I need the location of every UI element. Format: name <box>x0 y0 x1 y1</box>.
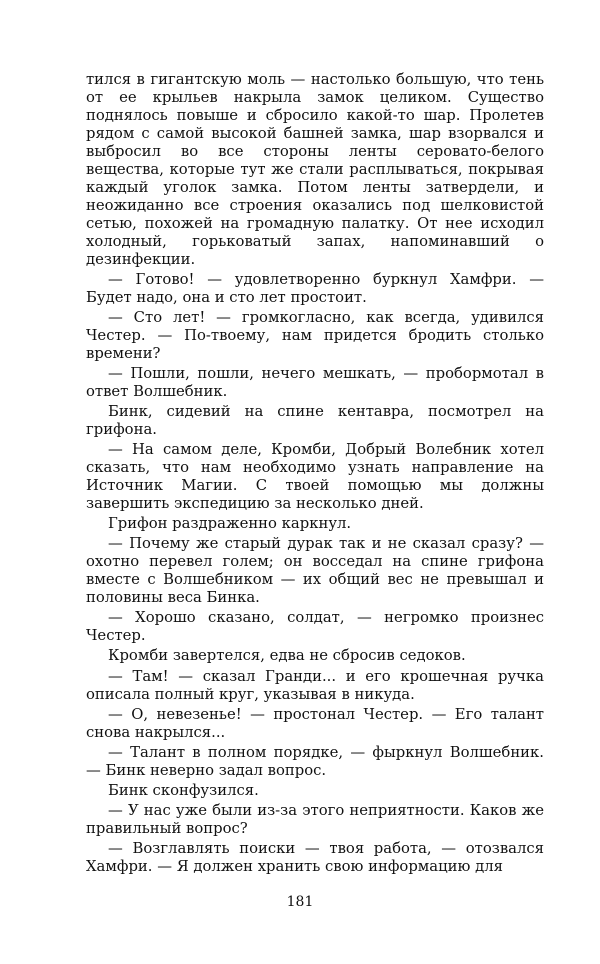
paragraph: — Готово! — удовлетворенно буркнул Хамфри. — Будет надо, она и сто лет простоит. <box>86 271 544 307</box>
body-text <box>86 71 544 878</box>
paragraph: Бинк сконфузился. <box>108 781 259 799</box>
paragraph: — На самом деле, Кромби, Добрый Волебник хотел сказать, что нам необходимо узнать направление на Источник Магии. С твоей помощью мы должны завершить экспедицию за несколько дней. <box>86 441 544 513</box>
paragraph: — Талант в полном порядке, — фыркнул Волшебник. — Бинк неверно задал вопрос. <box>86 743 544 779</box>
paragraph: — Пошли, пошли, нечего мешкать, — пробормотал в ответ Волшебник. <box>86 365 544 401</box>
paragraph: — У нас уже были из-за этого неприятности. Каков же правильный вопрос? <box>86 801 544 837</box>
paragraph: — Там! — сказал Гранди... и его крошечная ручка описала полный круг, указывая в никуда. <box>86 667 544 703</box>
paragraph: Бинк, сидевий на спине кентавра, посмотрел на грифона. <box>86 403 544 439</box>
paragraph: — Возглавлять поиски — твоя работа, — отозвался Хамфри. — Я должен хранить свою информацию для <box>86 839 544 875</box>
paragraph: — Хорошо сказано, солдат, — негромко произнес Честер. <box>86 609 544 645</box>
paragraph: — О, невезенье! — простонал Честер. — Его талант снова накрылся... <box>86 705 544 741</box>
paragraph: — Сто лет! — громкогласно, как всегда, удивился Честер. — По-твоему, нам придется бродить столько времени? <box>86 309 544 363</box>
paragraph: — Почему же старый дурак так и не сказал сразу? — охотно перевел голем; он восседал на спине грифона вместе с Волшебником — их общий вес не превышал и половины веса Бинка. <box>86 535 544 607</box>
paragraph: Кромби завертелся, едва не сбросив седоков. <box>108 647 466 665</box>
paragraph: Грифон раздраженно каркнул. <box>108 515 352 533</box>
paragraph: тился в гигантскую моль — настолько большую, что тень от ее крыльев накрыла замок целиком. Существо поднялось повыше и сбросило какой-то шар. Пролетев рядом с самой высокой башней замка, шар взорвался и выбросил во все стороны ленты серовато-белого вещества, которые тут же стали расплываться, покрывая каждый уголок замка. Потом ленты затвердели, и неожиданно все строения оказались под шелковистой сетью, похожей на громадную палатку. От нее исходил холодный, горьковатый запах, напоминавший о дезинфекции. <box>86 71 544 269</box>
page-number: 181 <box>286 894 314 910</box>
